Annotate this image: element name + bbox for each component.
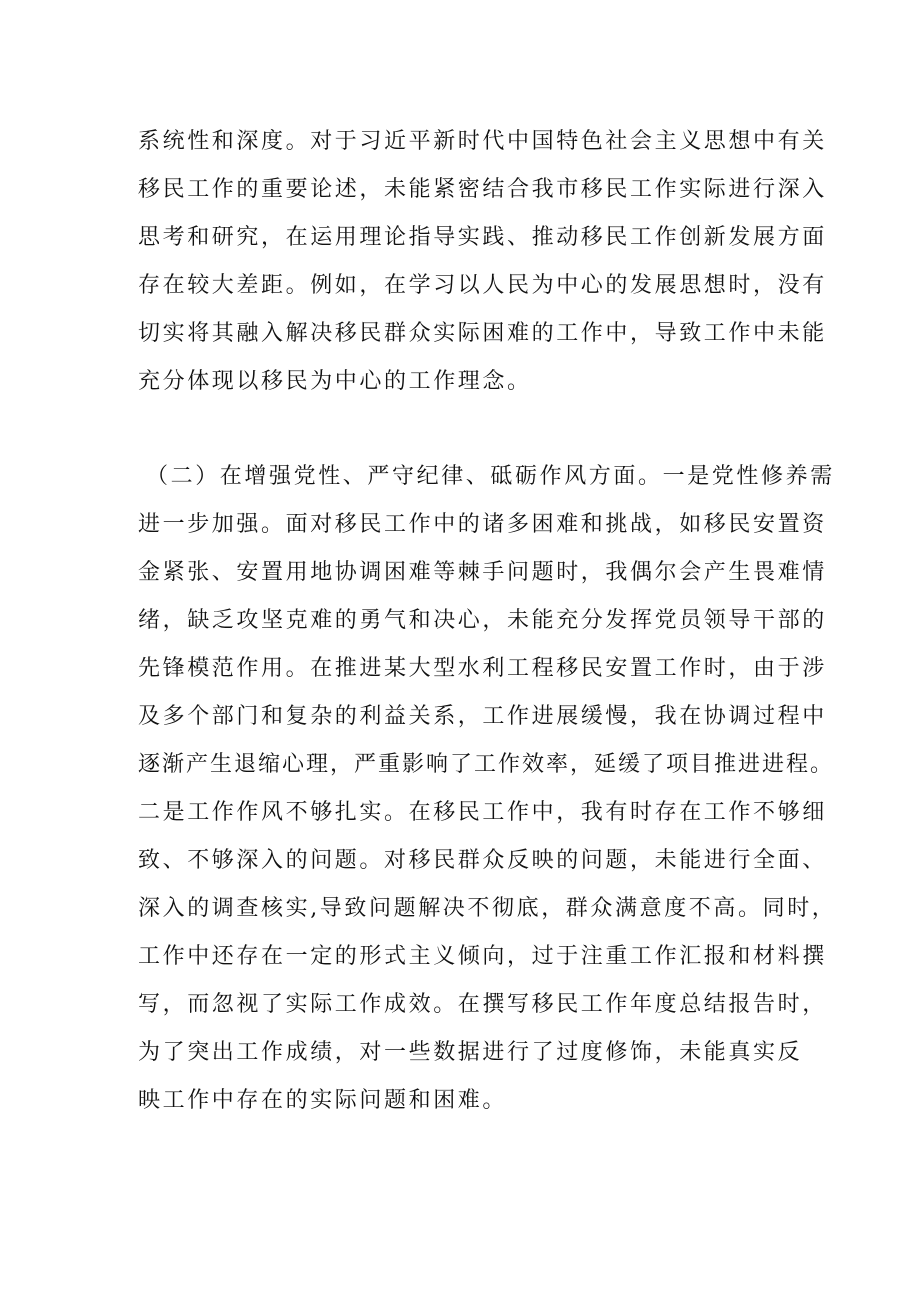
paragraph-line: 映工作中存在的实际问题和困难。 [138, 1088, 508, 1113]
paragraph-line: 写，而忽视了实际工作成效。在撰写移民工作年度总结报告时， [138, 992, 827, 1017]
paragraph-line: 思考和研究，在运用理论指导实践、推动移民工作创新发展方面 [138, 225, 827, 250]
paragraph-line: 工作中还存在一定的形式主义倾向，过于注重工作汇报和材料撰 [138, 944, 827, 969]
paragraph-line: 切实将其融入解决移民群众实际困难的工作中，导致工作中未能 [138, 321, 827, 346]
paragraph-line: 进一步加强。面对移民工作中的诸多困难和挑战，如移民安置资 [138, 512, 827, 537]
paragraph-line: 金紧张、安置用地协调困难等棘手问题时，我偶尔会产生畏难情 [138, 560, 827, 585]
paragraph-line: 存在较大差距。例如，在学习以人民为中心的发展思想时，没有 [138, 273, 827, 298]
paragraph-line: （二）在增强党性、严守纪律、砥砺作风方面。一是党性修养需 [146, 464, 835, 489]
paragraph-line: 绪，缺乏攻坚克难的勇气和决心，未能充分发挥党员领导干部的 [138, 608, 827, 633]
paragraph-line: 充分体现以移民为中心的工作理念。 [138, 369, 532, 394]
paragraph-line: 系统性和深度。对于习近平新时代中国特色社会主义思想中有关 [138, 129, 827, 154]
paragraph-line: 移民工作的重要论述，未能紧密结合我市移民工作实际进行深入 [138, 177, 827, 202]
paragraph-line: 及多个部门和复杂的利益关系，工作进展缓慢，我在协调过程中 [138, 704, 827, 729]
paragraph-line: 深入的调查核实,导致问题解决不彻底，群众满意度不高。同时， [138, 896, 837, 921]
paragraph-line: 为了突出工作成绩，对一些数据进行了过度修饰，未能真实反 [138, 1040, 803, 1065]
paragraph-line: 致、不够深入的问题。对移民群众反映的问题，未能进行全面、 [138, 848, 827, 873]
paragraph-line: 逐渐产生退缩心理，严重影响了工作效率，延缓了项目推进进程。 [138, 752, 835, 777]
paragraph-line: 先锋模范作用。在推进某大型水利工程移民安置工作时，由于涉 [138, 656, 827, 681]
paragraph-line: 二是工作作风不够扎实。在移民工作中，我有时存在工作不够细 [138, 800, 827, 825]
